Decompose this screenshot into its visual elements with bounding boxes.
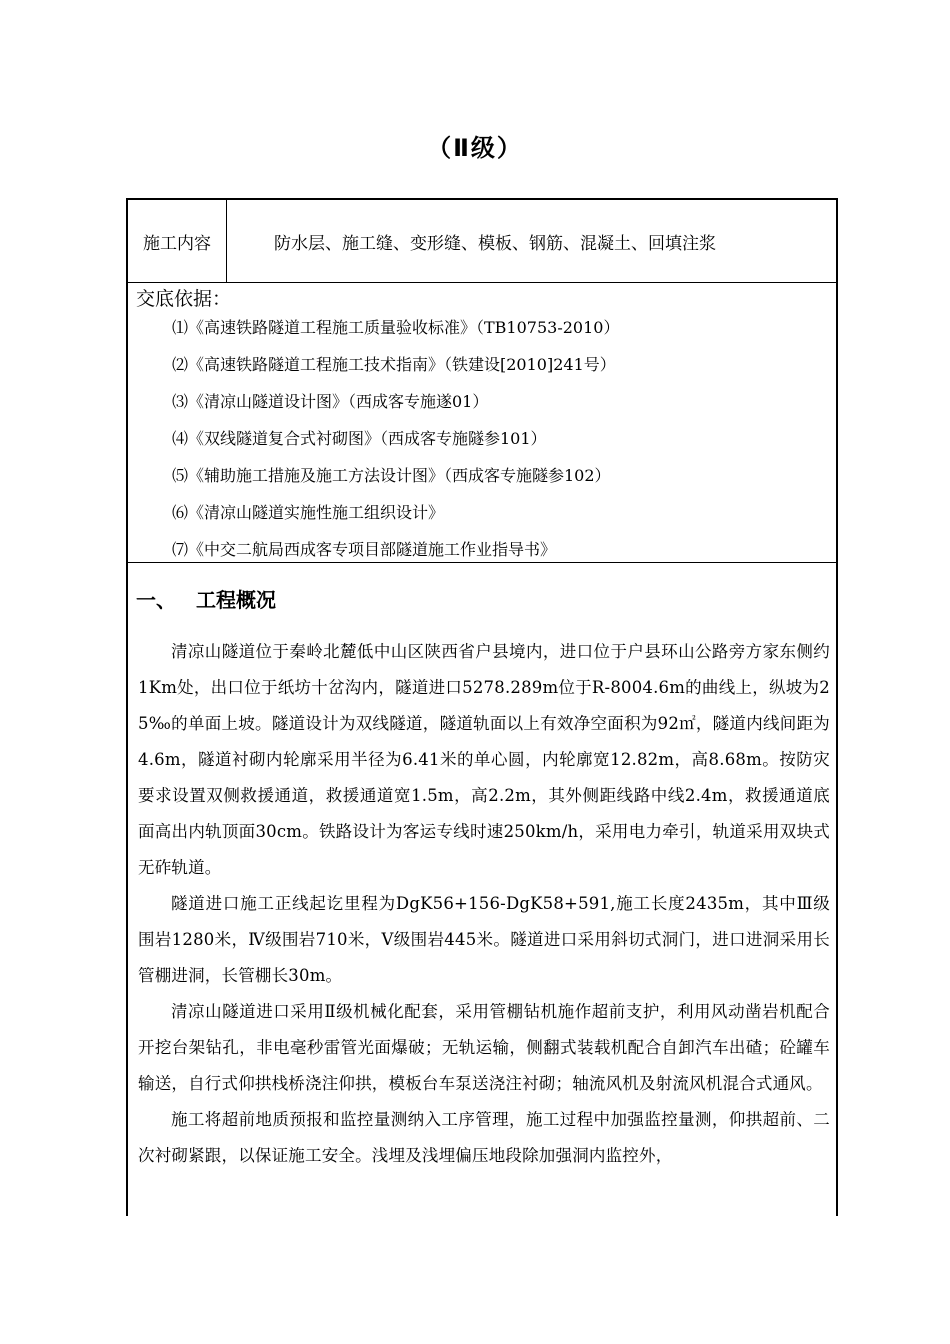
- section-number: 一、: [136, 588, 176, 612]
- basis-item: ⑵《高速铁路隧道工程施工技术指南》（铁建设[2010]241号）: [172, 355, 616, 374]
- paragraph: 施工将超前地质预报和监控量测纳入工序管理，施工过程中加强监控量测，仰拱超前、二次衬砌紧跟，以保证施工安全。浅埋及浅埋偏压地段除加强洞内监控外，: [138, 1110, 830, 1165]
- basis-item: ⑸《辅助施工措施及施工方法设计图》（西成客专施隧参102）: [172, 466, 611, 485]
- paragraph: 清凉山隧道位于秦岭北麓低中山区陕西省户县境内，进口位于户县环山公路旁方家东侧约1Km处，出口位于纸坊十岔沟内，隧道进口5278.289m位于R-8004.6m的曲线上，纵坡为25‰的单面上坡。隧道设计为双线隧道，隧道轨面以上有效净空面积为92㎡，隧道内线间距为4.6m，隧道衬砌内轮廓采用半径为6.41米的单心圆，内轮廓宽12.82m，高8.68m。按防灾要求设置双侧救援通道，救援通道宽1.5m，高2.2m，其外侧距线路中线2.4m，救援通道底面高出内轨顶面30cm。铁路设计为客运专线时速250km/h，采用电力牵引，轨道采用双块式无砟轨道。: [138, 642, 830, 877]
- section-heading: [136, 584, 276, 613]
- basis-item: ⑷《双线隧道复合式衬砌图》（西成客专施隧参101）: [172, 429, 547, 448]
- construction-content-label: 施工内容: [128, 200, 227, 282]
- basis-item: ⑺《中交二航局西成客专项目部隧道施工作业指导书》: [172, 540, 557, 559]
- basis-item: ⑹《清凉山隧道实施性施工组织设计》: [172, 503, 445, 522]
- section-body: [138, 634, 830, 1174]
- basis-item: ⑴《高速铁路隧道工程施工质量验收标准》（TB10753-2010）: [172, 318, 620, 337]
- section-title: 工程概况: [196, 588, 276, 612]
- paragraph: 隧道进口施工正线起讫里程为DgK56+156-DgK58+591,施工长度2435m，其中Ⅲ级围岩1280米，Ⅳ级围岩710米，Ⅴ级围岩445米。隧道进口采用斜切式洞门，进口进洞采用长管棚进洞，长管棚长30m。: [138, 894, 830, 985]
- section-divider: [128, 562, 836, 563]
- construction-content-row: [128, 200, 836, 283]
- basis-heading: 交底依据：: [136, 288, 232, 310]
- basis-item: ⑶《清凉山隧道设计图》（西成客专施遂01）: [172, 392, 489, 411]
- construction-content-value: 防水层、施工缝、变形缝、模板、钢筋、混凝土、回填注浆: [274, 233, 716, 254]
- disclosure-table: [126, 198, 838, 1216]
- basis-list: [172, 312, 619, 571]
- page-title: （Ⅱ级）: [427, 134, 523, 162]
- paragraph: 清凉山隧道进口采用Ⅱ级机械化配套，采用管棚钻机施作超前支护，利用风动凿岩机配合开挖台架钻孔，非电毫秒雷管光面爆破；无轨运输，侧翻式装载机配合自卸汽车出碴；砼罐车输送，自行式仰拱栈桥浇注仰拱，模板台车泵送浇注衬砌；轴流风机及射流风机混合式通风。: [138, 1002, 830, 1093]
